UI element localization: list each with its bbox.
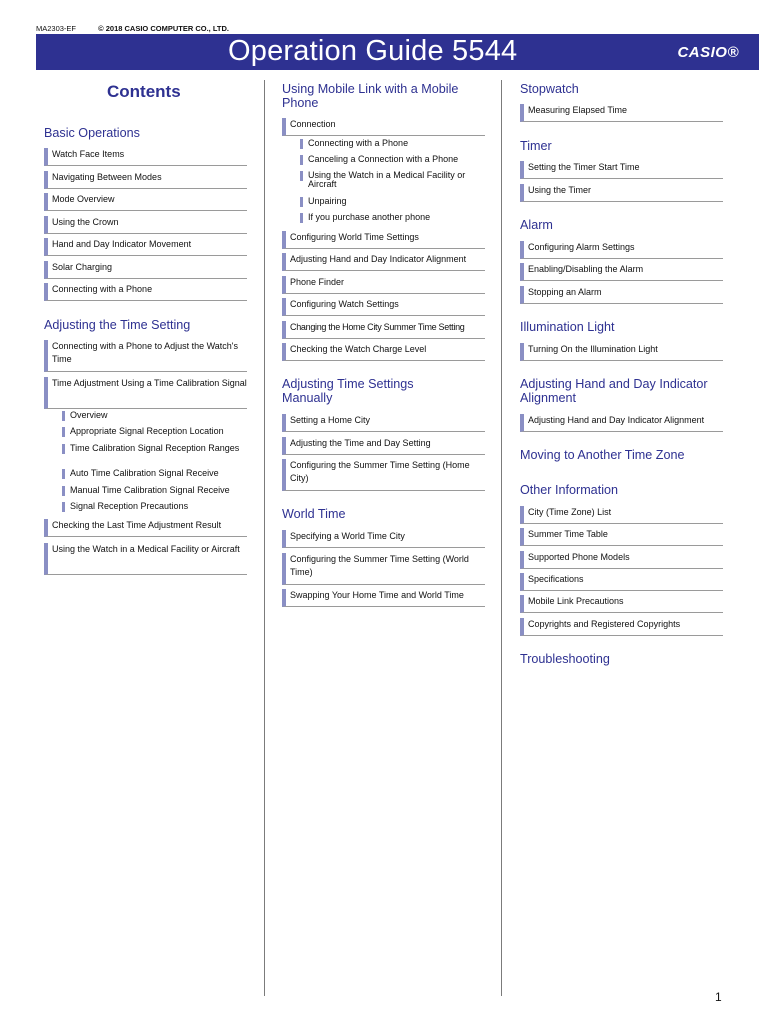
toc-subitem[interactable]: Appropriate Signal Reception Location — [62, 427, 250, 436]
toc-item[interactable]: Configuring Watch Settings — [282, 298, 485, 316]
toc-item[interactable]: Enabling/Disabling the Alarm — [520, 263, 723, 281]
toc-item[interactable]: Hand and Day Indicator Movement — [44, 238, 247, 256]
section-adjusting-time[interactable]: Adjusting the Time Setting — [44, 318, 191, 332]
section-moving-time-zone[interactable]: Moving to Another Time Zone — [520, 448, 685, 462]
toc-item[interactable]: Setting the Timer Start Time — [520, 161, 723, 179]
toc-item[interactable]: Measuring Elapsed Time — [520, 104, 723, 122]
section-world-time[interactable]: World Time — [282, 507, 346, 521]
toc-item[interactable]: Solar Charging — [44, 261, 247, 279]
toc-item[interactable]: Adjusting the Time and Day Setting — [282, 437, 485, 455]
copyright: © 2018 CASIO COMPUTER CO., LTD. — [98, 24, 229, 33]
contents-title: Contents — [107, 82, 181, 101]
toc-item[interactable]: Summer Time Table — [520, 528, 723, 546]
toc-item[interactable]: Checking the Watch Charge Level — [282, 343, 485, 361]
title-banner — [36, 34, 759, 70]
toc-subitem[interactable]: Connecting with a Phone — [300, 139, 488, 148]
column-divider — [264, 80, 265, 996]
toc-item[interactable]: Using the Watch in a Medical Facility or Aircraft — [44, 543, 247, 575]
section-alarm[interactable]: Alarm — [520, 218, 553, 232]
toc-item[interactable]: Supported Phone Models — [520, 551, 723, 569]
toc-item[interactable]: Configuring World Time Settings — [282, 231, 485, 249]
toc-item[interactable]: Specifications — [520, 573, 723, 591]
section-troubleshooting[interactable]: Troubleshooting — [520, 652, 610, 666]
toc-item[interactable]: Stopping an Alarm — [520, 286, 723, 304]
toc-subitem[interactable]: Manual Time Calibration Signal Receive — [62, 486, 250, 495]
toc-item[interactable]: Setting a Home City — [282, 414, 485, 432]
toc-subitem[interactable]: Auto Time Calibration Signal Receive — [62, 469, 250, 478]
toc-subitem[interactable]: If you purchase another phone — [300, 213, 488, 222]
toc-item[interactable]: Configuring the Summer Time Setting (World Time) — [282, 553, 485, 585]
toc-subitem[interactable]: Using the Watch in a Medical Facility or Aircraft — [300, 171, 488, 189]
page-title: Operation Guide 5544 — [228, 35, 518, 67]
section-basic-operations[interactable]: Basic Operations — [44, 126, 140, 140]
toc-item[interactable]: Connection — [282, 118, 485, 136]
toc-item[interactable]: Time Adjustment Using a Time Calibration Signal — [44, 377, 247, 409]
toc-item[interactable]: Mode Overview — [44, 193, 247, 211]
toc-item[interactable]: Configuring the Summer Time Setting (Home City) — [282, 459, 485, 491]
toc-item[interactable]: Navigating Between Modes — [44, 171, 247, 189]
section-hand-alignment[interactable]: Adjusting Hand and Day Indicator Alignment — [520, 377, 708, 405]
toc-subitem[interactable]: Time Calibration Signal Reception Ranges — [62, 444, 240, 453]
doc-code: MA2303-EF — [36, 24, 77, 33]
column-divider — [501, 80, 502, 996]
toc-item[interactable]: Changing the Home City Summer Time Setting — [282, 321, 485, 339]
toc-item[interactable]: Connecting with a Phone to Adjust the Watch's Time — [44, 340, 247, 372]
toc-item[interactable]: Copyrights and Registered Copyrights — [520, 618, 723, 636]
toc-item[interactable]: Swapping Your Home Time and World Time — [282, 589, 485, 607]
section-stopwatch[interactable]: Stopwatch — [520, 82, 579, 96]
toc-item[interactable]: City (Time Zone) List — [520, 506, 723, 524]
header-line — [36, 24, 229, 33]
toc-item[interactable]: Checking the Last Time Adjustment Result — [44, 519, 247, 537]
toc-item[interactable]: Adjusting Hand and Day Indicator Alignment — [282, 253, 485, 271]
section-adjusting-manually[interactable]: Adjusting Time Settings Manually — [282, 377, 414, 405]
toc-subitem[interactable]: Unpairing — [300, 197, 488, 206]
toc-subitem[interactable]: Signal Reception Precautions — [62, 502, 250, 511]
casio-logo: CASIO® — [677, 44, 739, 61]
toc-item[interactable]: Phone Finder — [282, 276, 485, 294]
toc-subitem[interactable]: Overview — [62, 411, 250, 420]
toc-item[interactable]: Turning On the Illumination Light — [520, 343, 723, 361]
toc-item[interactable]: Configuring Alarm Settings — [520, 241, 723, 259]
section-mobile-link[interactable]: Using Mobile Link with a Mobile Phone — [282, 82, 459, 110]
page-number: 1 — [715, 990, 722, 1004]
toc-item[interactable]: Using the Crown — [44, 216, 247, 234]
section-other-information[interactable]: Other Information — [520, 483, 618, 497]
toc-item[interactable]: Connecting with a Phone — [44, 283, 247, 301]
section-timer[interactable]: Timer — [520, 139, 552, 153]
toc-item[interactable]: Watch Face Items — [44, 148, 247, 166]
toc-item[interactable]: Using the Timer — [520, 184, 723, 202]
toc-item[interactable]: Adjusting Hand and Day Indicator Alignment — [520, 414, 723, 432]
toc-subitem[interactable]: Canceling a Connection with a Phone — [300, 155, 488, 164]
section-illumination-light[interactable]: Illumination Light — [520, 320, 615, 334]
toc-item[interactable]: Specifying a World Time City — [282, 530, 485, 548]
toc-item[interactable]: Mobile Link Precautions — [520, 595, 723, 613]
